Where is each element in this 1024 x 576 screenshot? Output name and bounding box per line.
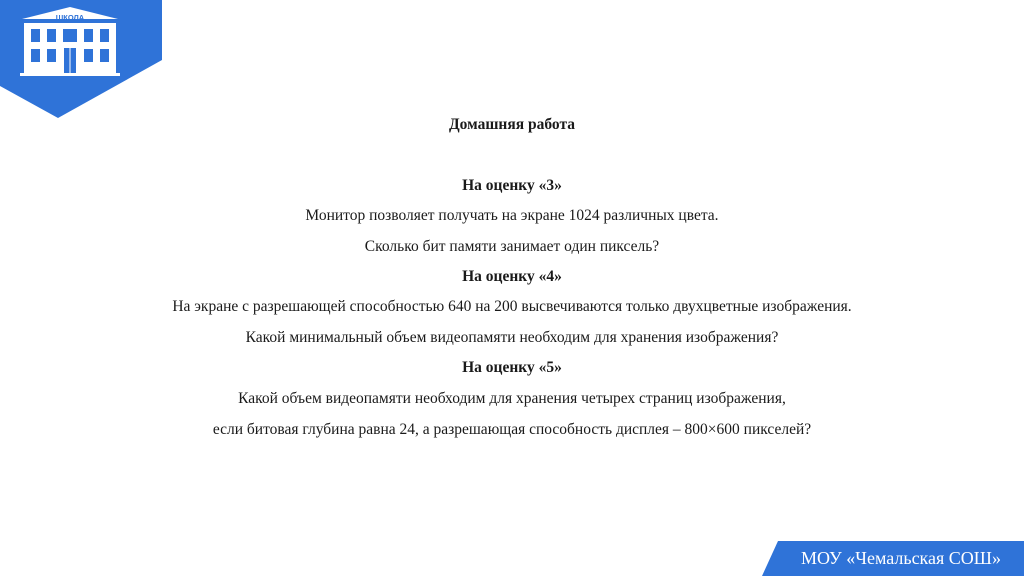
grade5-task-line1: Какой объем видеопамяти необходим для хранения четырех страниц изображения, [238,390,786,407]
grade3-task-line2: Сколько бит памяти занимает один пиксель? [364,238,660,255]
page-title: Домашняя работа [449,116,575,133]
grade5-heading: На оценку «5» [462,359,562,376]
grade4-task-line2: Какой минимальный объем видеопамяти необходим для хранения изображения? [245,329,779,346]
grade4-task-line1: На экране с разрешающей способностью 640 на 200 высвечиваются только двухцветные изображения. [172,298,852,315]
grade4-heading: На оценку «4» [462,268,562,285]
grade3-heading: На оценку «3» [462,177,562,194]
school-label: ШКОЛА [55,13,85,22]
grade5-task-line2: если битовая глубина равна 24, а разрешающая способность дисплея – 800×600 пикселей? [212,421,812,438]
grade3-task-line1: Монитор позволяет получать на экране 1024 различных цвета. [305,207,719,224]
footer-school-name: МОУ «Чемальская СОШ» [801,548,1001,568]
